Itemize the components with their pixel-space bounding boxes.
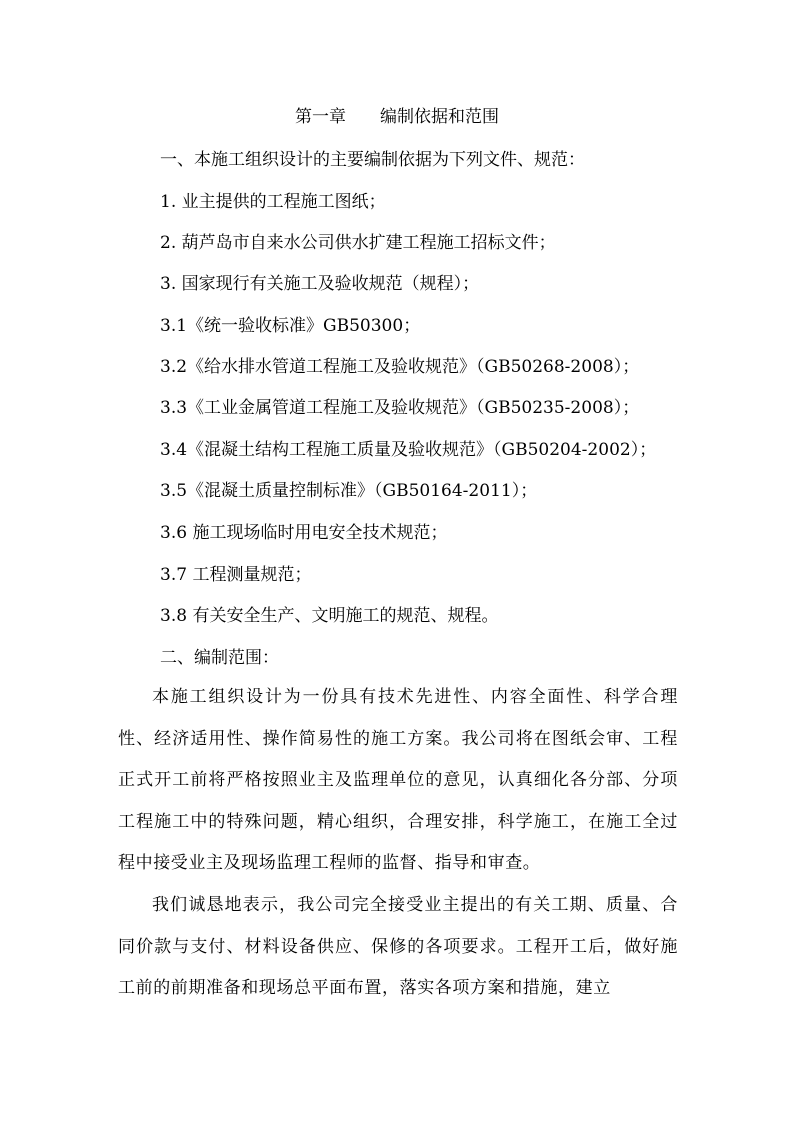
list-item: 3.5《混凝土质量控制标准》（GB50164-2011）； (160, 481, 538, 501)
list-item: 3. 国家现行有关施工及验收规范（规程）； (160, 274, 480, 294)
list-item: 3.7 工程测量规范； (160, 565, 312, 585)
chapter-heading (0, 107, 794, 127)
list-item: 3.2《给水排水管道工程施工及验收规范》（GB50268-2008）； (160, 357, 640, 377)
list-item: 3.1《统一验收标准》GB50300； (160, 316, 421, 336)
list-item: 2. 葫芦岛市自来水公司供水扩建工程施工招标文件； (160, 233, 556, 253)
section-heading-scope: 二、编制范围： (160, 648, 279, 668)
list-item: 1. 业主提供的工程施工图纸； (160, 192, 386, 212)
list-item: 3.4《混凝土结构工程施工质量及验收规范》（GB50204-2002）； (160, 440, 657, 460)
list-item: 3.6 施工现场临时用电安全技术规范； (160, 523, 448, 543)
list-item: 3.3《工业金属管道工程施工及验收规范》（GB50235-2008）； (160, 398, 640, 418)
section-heading-basis: 一、本施工组织设计的主要编制依据为下列文件、规范： (160, 150, 585, 170)
commitment-paragraph: 我们诚恳地表示，我公司完全接受业主提出的有关工期、质量、合同价款与支付、材料设备供应、保修的各项要求。工程开工后，做好施工前的前期准备和现场总平面布置，落实各项方案和措施，建立 (118, 895, 678, 998)
chapter-number: 第一章 (295, 107, 346, 127)
scope-paragraph: 本施工组织设计为一份具有技术先进性、内容全面性、科学合理性、经济适用性、操作简易性的施工方案。我公司将在图纸会审、工程正式开工前将严格按照业主及监理单位的意见，认真细化各分部、分项工程施工中的特殊问题，精心组织，合理安排，科学施工，在施工全过程中接受业主及现场监理工程师的监督、指导和审查。 (118, 687, 678, 873)
chapter-title: 编制依据和范围 (380, 107, 499, 127)
list-item: 3.8 有关安全生产、文明施工的规范、规程。 (160, 606, 499, 626)
